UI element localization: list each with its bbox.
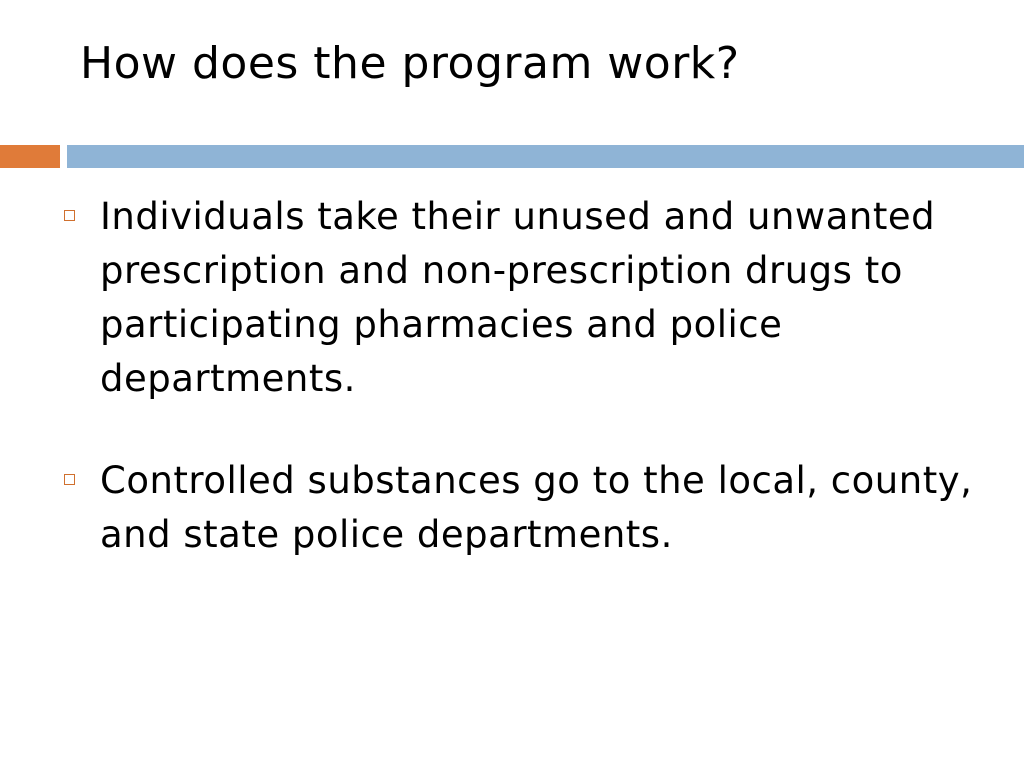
bullet-text: Controlled substances go to the local, county, and state police departments. (100, 459, 973, 556)
title-divider-bar (67, 145, 1024, 168)
bullet-item (64, 190, 984, 406)
square-bullet-icon (64, 474, 75, 485)
slide-title: How does the program work? (80, 38, 740, 89)
bullet-list (64, 190, 984, 562)
square-bullet-icon (64, 210, 75, 221)
slide-body (64, 190, 984, 610)
title-divider-accent (0, 145, 60, 168)
bullet-text: Individuals take their unused and unwanted prescription and non-prescription drugs to participating pharmacies and police departments. (100, 195, 936, 400)
bullet-item (64, 454, 984, 562)
